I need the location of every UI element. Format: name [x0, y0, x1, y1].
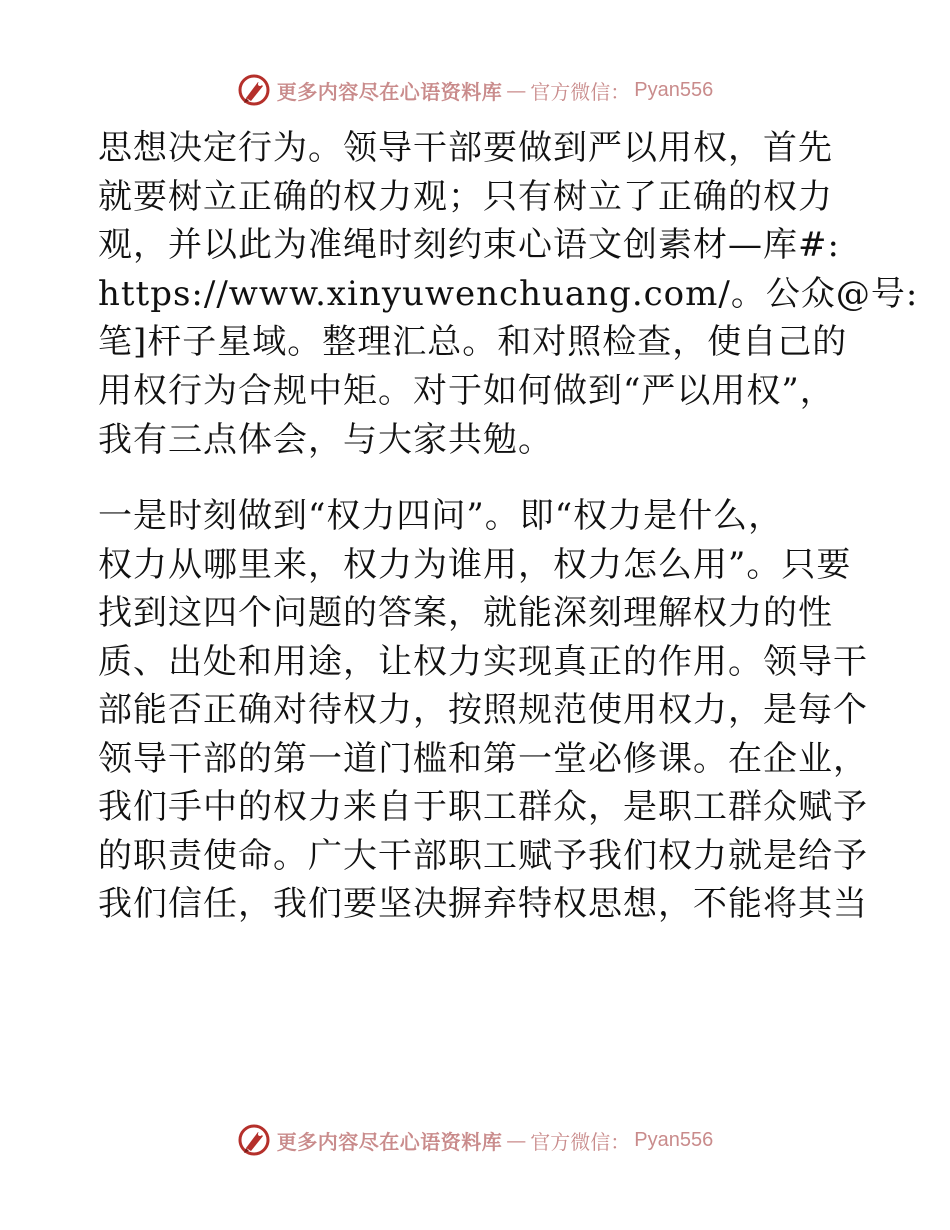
pen-circle-logo-icon [237, 73, 271, 107]
paragraph-line: 用权行为合规中矩。对于如何做到“严以用权”， [98, 370, 835, 411]
paragraph-2 [98, 492, 868, 929]
paragraph-line: 的职责使命。广大干部职工赋予我们权力就是给予 [98, 835, 868, 876]
pen-circle-logo-icon [237, 1123, 271, 1157]
footer-wechat-id: Pyan556 [634, 1128, 714, 1151]
paragraph-line: 质、出处和用途，让权力实现真正的作用。领导干 [98, 641, 868, 682]
header-wechat-id: Pyan556 [634, 78, 714, 101]
paragraph-line: 思想决定行为。领导干部要做到严以用权，首先 [98, 128, 833, 168]
paragraph-1 [98, 124, 919, 464]
paragraph-line: 领导干部的第一道门槛和第一堂必修课。在企业， [98, 738, 868, 779]
footer-banner-content [237, 1123, 713, 1157]
header-official-label: 官方微信： [530, 79, 631, 104]
footer-banner [0, 1120, 950, 1160]
paragraph-line: https://www.xinyuwenchuang.com/。公众@号: [98, 273, 919, 314]
paragraph-line: 就要树立正确的权力观；只有树立了正确的权力 [98, 176, 833, 217]
paragraph-line: 观，并以此为准绳时刻约束心语文创素材—库#: [98, 225, 840, 266]
paragraph-line: 我有三点体会，与大家共勉。 [98, 419, 553, 460]
paragraph-line: 权力从哪里来，权力为谁用，权力怎么用”。只要 [98, 544, 852, 585]
paragraph-line: 找到这四个问题的答案，就能深刻理解权力的性 [98, 593, 833, 634]
header-banner [0, 70, 950, 110]
footer-brand-text: 更多内容尽在心语资料库 [276, 1129, 503, 1154]
paragraph-line: 笔]杆子星域。整理汇总。和对照检查，使自己的 [98, 322, 848, 363]
paragraph-line: 一是时刻做到“权力四问”。即“权力是什么， [98, 496, 784, 537]
header-separator: — [506, 78, 527, 102]
paragraph-line: 我们手中的权力来自于职工群众，是职工群众赋予 [98, 787, 868, 828]
paragraph-line: 部能否正确对待权力，按照规范使用权力，是每个 [98, 690, 868, 731]
footer-official-label: 官方微信： [530, 1129, 631, 1154]
footer-separator: — [506, 1128, 527, 1152]
header-banner-content [237, 73, 713, 107]
document-body [98, 124, 919, 929]
paragraph-line: 我们信任，我们要坚决摒弃特权思想，不能将其当 [98, 884, 868, 925]
header-brand-text: 更多内容尽在心语资料库 [276, 79, 503, 104]
